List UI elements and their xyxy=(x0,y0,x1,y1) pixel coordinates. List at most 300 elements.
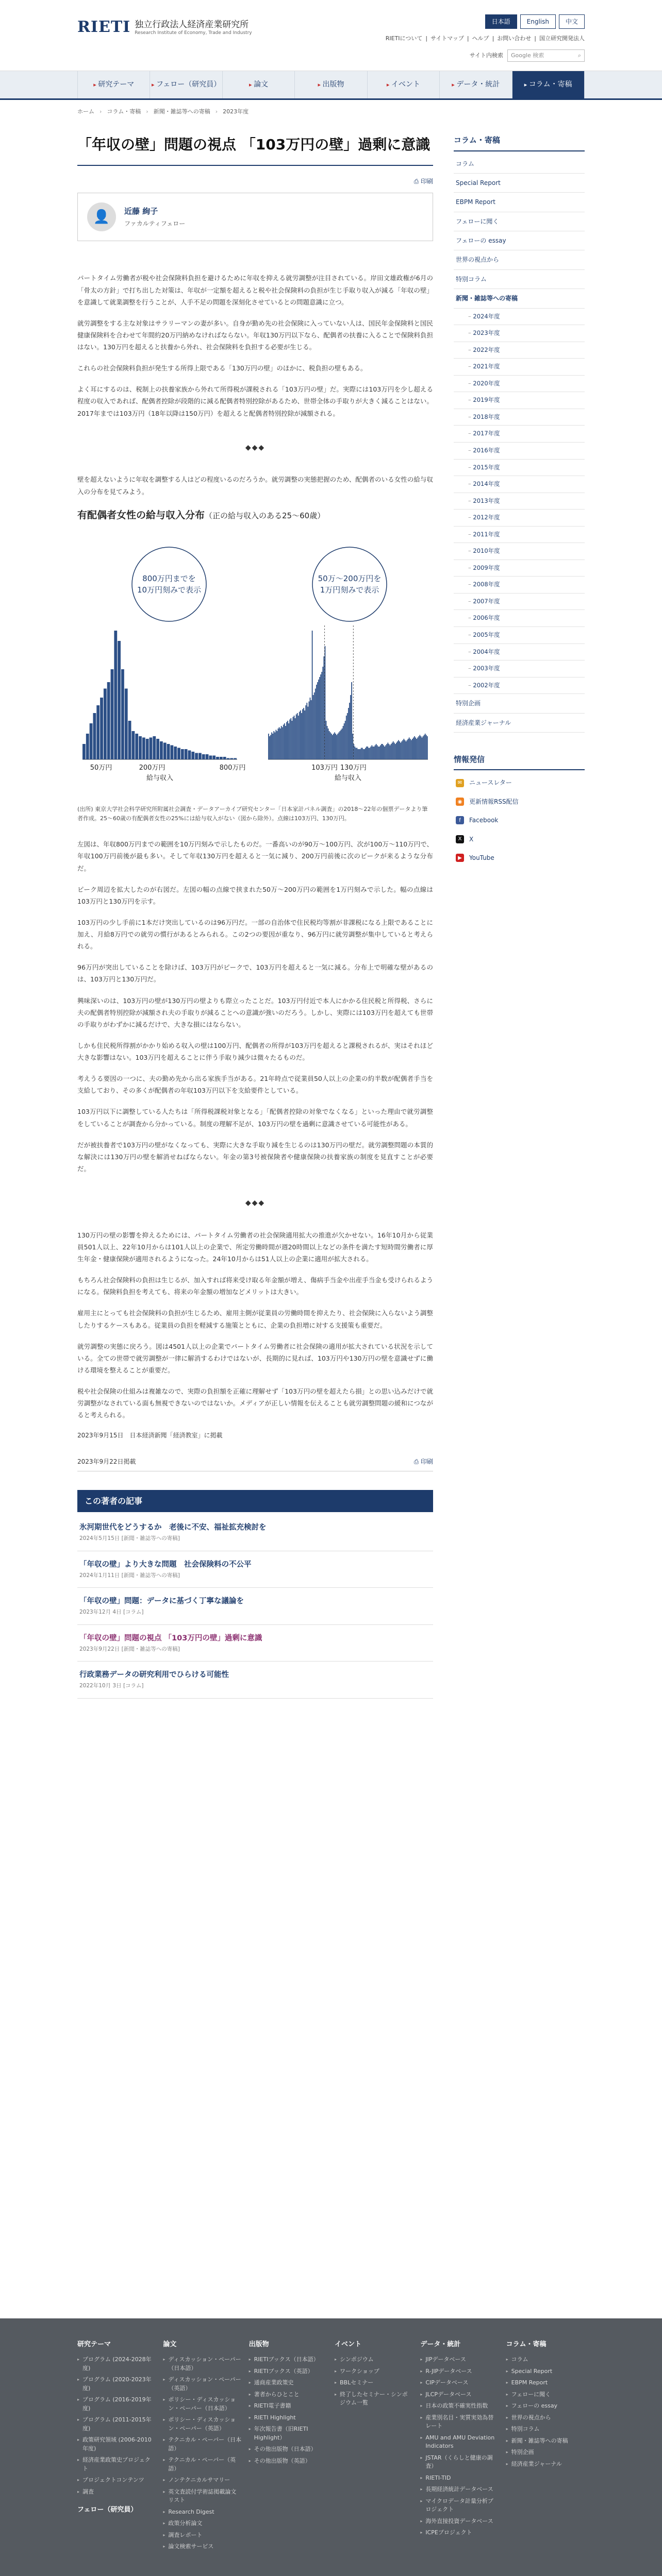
page-title: 「年収の壁」問題の視点 「103万円の壁」過剰に意識 xyxy=(77,134,433,166)
footer-link[interactable]: ▸ Research Digest xyxy=(163,2508,241,2517)
rss-icon: ◉ xyxy=(456,798,464,806)
sidebar-year-item[interactable]: – 2008年度 xyxy=(454,577,585,594)
left-bar xyxy=(150,737,153,759)
breadcrumb-home[interactable]: ホーム xyxy=(77,108,94,115)
left-bar xyxy=(185,749,188,759)
util-about[interactable]: RIETIについて xyxy=(385,35,423,42)
breadcrumb-contrib[interactable]: 新聞・雑誌等への寄稿 xyxy=(153,108,210,115)
right-bar xyxy=(355,748,356,759)
footer-link[interactable]: ▸ 調査レポート xyxy=(163,2531,241,2540)
sidebar-year-item[interactable]: – 2016年度 xyxy=(454,443,585,460)
global-nav xyxy=(0,71,662,100)
related-title[interactable]: 「年収の壁」問題：データに基づく丁寧な議論を xyxy=(79,1597,244,1606)
left-bar xyxy=(118,641,121,759)
related-title[interactable]: 「年収の壁」より大きな問題 社会保険料の不公平 xyxy=(79,1560,252,1569)
search-label: サイト内検索 xyxy=(469,52,503,59)
footer-link[interactable]: ▸ ワークショップ xyxy=(335,2367,413,2376)
footer-link[interactable]: ▸ 世界の視点から xyxy=(506,2414,585,2422)
list-item[interactable] xyxy=(77,1551,433,1588)
related-heading: この著者の記事 xyxy=(77,1490,433,1512)
footer-column-heading[interactable]: データ・統計 xyxy=(420,2341,461,2348)
right-bar xyxy=(382,744,383,759)
right-bar xyxy=(272,734,273,759)
sidebar-year-item[interactable]: – 2009年度 xyxy=(454,560,585,577)
right-bar xyxy=(295,718,296,759)
left-bar xyxy=(125,688,128,759)
right-bar xyxy=(341,730,342,759)
sidebar-year-item[interactable]: – 2017年度 xyxy=(454,426,585,443)
sidebar-item[interactable]: 世界の視点から xyxy=(454,250,585,269)
info-item[interactable] xyxy=(454,849,585,867)
lang-zh[interactable]: 中文 xyxy=(559,14,585,29)
right-bar xyxy=(274,732,275,759)
footer-link[interactable]: ▸ RIETIブックス（英語） xyxy=(249,2367,327,2376)
info-item[interactable] xyxy=(454,830,585,849)
sidebar-year-item[interactable]: – 2004年度 xyxy=(454,644,585,661)
paragraph: 考えうる要因の一つに、夫の勤め先から出る家族手当がある。21年時点で従業員50人以上の企業の約半数が配偶者手当を支給しており、その多くが配偶者の年収103万円以下を支給要件としている。 xyxy=(77,1075,433,1095)
right-bar xyxy=(359,749,360,759)
sidebar-year-item[interactable]: – 2011年度 xyxy=(454,527,585,544)
footer-link[interactable]: ▸ プログラム (2020-2023年度) xyxy=(77,2376,156,2393)
right-bar xyxy=(405,740,406,759)
right-bar xyxy=(326,721,327,759)
right-bar xyxy=(302,709,303,759)
footer-link[interactable]: ▸ RIETI電子書籍 xyxy=(249,2402,327,2411)
published-date-row xyxy=(77,1456,433,1471)
right-bar xyxy=(416,739,417,759)
left-bar xyxy=(114,631,117,759)
left-tick-label: 50万円 xyxy=(90,764,112,772)
footer-link[interactable]: ▸ ディスカッション・ペーパー（英語） xyxy=(163,2376,241,2393)
sidebar-year-item[interactable]: – 2010年度 xyxy=(454,543,585,560)
footer-column-heading[interactable]: 研究テーマ xyxy=(77,2341,111,2348)
left-bar xyxy=(135,734,138,759)
right-bar xyxy=(306,703,307,759)
footer-link[interactable]: ▸ 調査 xyxy=(77,2488,156,2497)
right-bar xyxy=(288,723,289,759)
footer-link[interactable]: ▸ コラム xyxy=(506,2355,585,2364)
right-bar xyxy=(285,726,286,759)
related-title[interactable]: 氷河期世代をどうするか 老後に不安、福祉拡充検討を xyxy=(79,1523,267,1532)
left-bar xyxy=(230,758,233,759)
footer-link[interactable]: ▸ 経済産業ジャーナル xyxy=(506,2460,585,2469)
right-bar xyxy=(365,748,366,759)
sidebar-list xyxy=(454,155,585,733)
paragraph: 就労調整の実態に戻ろう。図は4501人以上の企業でパートタイム労働者に社会保険の適用が拡大されている状況を示している。全ての世帯で就労調整が一律に解消するわけではないが、長期的に見れば、103万円や130万円の壁を意識せずに働ける環境を整えることが重要だ。 xyxy=(77,1342,433,1374)
right-bar xyxy=(361,748,362,759)
right-bar xyxy=(347,713,348,759)
paragraph: だが被扶養者で103万円の壁がなくなっても、実際に大きな手取り減を生じるのは130万円の壁だ。就労調整問題の本質的な解決には130万円の壁を解消せねばならない。年金の第3号被保険者や健康保険の扶養家族の制度を見直すことが必要だ。 xyxy=(77,1141,433,1173)
sidebar-item[interactable]: EBPM Report xyxy=(454,193,585,212)
nav-data[interactable]: ▸ データ・統計 xyxy=(440,71,512,98)
right-bar xyxy=(278,728,279,759)
left-bar xyxy=(128,721,131,759)
sidebar-year-item[interactable]: – 2022年度 xyxy=(454,342,585,359)
footer-link[interactable]: ▸ プログラム (2024-2028年度) xyxy=(77,2355,156,2372)
facebook-icon: f xyxy=(456,816,464,824)
footer-link[interactable]: ▸ 特別企画 xyxy=(506,2448,585,2457)
source-line: 2023年9月15日 日本経済新聞「経済教室」に掲載 xyxy=(77,1432,223,1439)
left-bar xyxy=(139,736,142,759)
nav-events[interactable]: ▸ イベント xyxy=(368,71,440,98)
footer-link[interactable]: ▸ マイクロデータ計量分析プロジェクト xyxy=(420,2497,499,2514)
left-bar xyxy=(111,669,114,759)
sidebar-year-item[interactable]: – 2018年度 xyxy=(454,409,585,426)
util-national[interactable]: 国立研究開発法人 xyxy=(539,35,585,42)
footer-link[interactable]: ▸ 日本の政策不確実性指数 xyxy=(420,2402,499,2411)
search-placeholder: Google 検索 xyxy=(511,52,544,59)
right-bar xyxy=(373,747,374,759)
util-help[interactable]: ヘルプ xyxy=(472,35,489,42)
footer-link[interactable]: ▸ 経済産業政策史プロジェクト xyxy=(77,2456,156,2473)
footer-link[interactable]: ▸ CIPデータベース xyxy=(420,2379,499,2387)
footer-link[interactable]: ▸ ICPEプロジェクト xyxy=(420,2529,499,2537)
footer-column xyxy=(249,2339,327,2554)
footer-link[interactable]: ▸ 著者からひとこと xyxy=(249,2391,327,2399)
right-bar xyxy=(299,711,300,759)
paragraph: よく耳にするのは、税制上の扶養家族から外れて所得税が課税される「103万円の壁」だ。実際には103万円を少し超える程度の収入であれば、配偶者控除が段階的に減る配偶者特別控除があるため、世帯全体の手取りが大きく減ることはない。2017年までは103万円（18年以降は150万円）を超えると配偶者特別控除が減額される。 xyxy=(77,385,433,417)
left-bar xyxy=(90,723,93,759)
left-tick-label: 800万円 xyxy=(219,764,246,772)
footer-link[interactable]: ▸ 終了したセミナー・シンポジウム一覧 xyxy=(335,2391,413,2408)
footer-link[interactable]: ▸ JSTAR（くらしと健康の調査） xyxy=(420,2454,499,2471)
right-bar xyxy=(375,745,376,759)
left-bar xyxy=(227,758,230,759)
footer-link[interactable]: ▸ 新聞・雑誌等への寄稿 xyxy=(506,2437,585,2446)
left-chart xyxy=(82,631,245,782)
right-bar xyxy=(400,742,401,759)
info-label: ニュースレター xyxy=(469,779,512,787)
right-bar xyxy=(331,734,332,759)
right-bar xyxy=(401,741,402,759)
footer-link[interactable]: ▸ RIETIブックス（日本語） xyxy=(249,2355,327,2364)
footer-link[interactable]: ▸ プロジェクトコンテンツ xyxy=(77,2476,156,2485)
related-meta: 2024年1月11日 [新聞・雑誌等への寄稿] xyxy=(79,1572,180,1579)
footer-column-heading[interactable]: コラム・寄稿 xyxy=(506,2341,547,2348)
left-bar xyxy=(86,734,89,759)
right-bar xyxy=(378,747,379,759)
right-bar xyxy=(377,745,378,759)
right-bar xyxy=(312,631,313,759)
left-callout xyxy=(132,547,206,621)
right-bar xyxy=(329,731,330,759)
right-bar xyxy=(304,710,305,759)
right-bar xyxy=(412,739,413,759)
list-item[interactable] xyxy=(77,1514,433,1551)
paragraph: 税や社会保険の仕組みは複雑なので、実際の負担額を正確に理解せず「103万円の壁を超えたら損」との思い込みだけで就労調整がなされている面も無視できないのではないか。メディアが正しい情報を伝えることも就労調整問題の緩和につながると考えられる。 xyxy=(77,1387,433,1419)
sidebar-item[interactable]: フェローに聞く xyxy=(454,212,585,231)
right-bar xyxy=(321,672,322,759)
sidebar-year-item[interactable]: – 2020年度 xyxy=(454,376,585,393)
footer-link[interactable]: ▸ 長期経済統計データベース xyxy=(420,2485,499,2494)
info-item[interactable] xyxy=(454,792,585,811)
footer-link[interactable]: ▸ その他出版物（日本語） xyxy=(249,2445,327,2454)
paragraph: ピーク周辺を拡大したのが右図だ。左図の幅の点線で挟まれた50万〜200万円の範囲を1万円刻みで示した。幅の点線は103万円と130万円を示す。 xyxy=(77,885,433,905)
right-bar xyxy=(275,730,276,759)
right-bar xyxy=(293,717,294,759)
right-bar xyxy=(332,735,333,759)
nav-columns[interactable]: ▸ コラム・寄稿 xyxy=(512,71,585,98)
lang-ja[interactable]: 日本語 xyxy=(485,14,517,29)
list-item[interactable] xyxy=(77,1625,433,1662)
right-tick-label: 130万円 xyxy=(340,764,367,772)
info-label: YouTube xyxy=(469,854,494,862)
right-bar xyxy=(392,742,393,759)
footer-link[interactable]: ▸ ノンテクニカルサマリー xyxy=(163,2476,241,2485)
footer-link[interactable]: ▸ 産業別名目・実質実効為替レート xyxy=(420,2414,499,2431)
right-bar xyxy=(270,735,271,759)
income-chart-svg xyxy=(77,528,433,795)
left-bar xyxy=(142,737,145,759)
footer-link[interactable]: ▸ 特別コラム xyxy=(506,2425,585,2434)
left-bar xyxy=(107,682,110,759)
info-item[interactable] xyxy=(454,811,585,829)
right-bar xyxy=(397,741,398,759)
right-bar xyxy=(286,722,287,759)
footer-link[interactable]: ▸ ディスカッション・ペーパー（日本語） xyxy=(163,2355,241,2372)
logo-org-en: Research Institute of Economy, Trade and Industry xyxy=(135,30,252,36)
right-bar xyxy=(413,737,414,759)
right-bar xyxy=(352,734,353,759)
right-bar xyxy=(300,710,301,759)
footer-link[interactable]: ▸ AMU and AMU Deviation Indicators xyxy=(420,2434,499,2451)
left-bar xyxy=(96,705,100,759)
right-bar xyxy=(307,706,308,759)
right-bar xyxy=(339,731,340,759)
footer-link[interactable]: ▸ フェローに聞く xyxy=(506,2391,585,2399)
util-sitemap[interactable]: サイトマップ xyxy=(431,35,464,42)
right-bar xyxy=(338,732,339,759)
print-link-bottom[interactable]: ⎙ 印刷 xyxy=(413,1458,433,1465)
footer-link[interactable]: ▸ テクニカル・ペーパー（英語） xyxy=(163,2456,241,2473)
list-item[interactable] xyxy=(77,1588,433,1624)
sidebar-year-item[interactable]: – 2023年度 xyxy=(454,325,585,342)
footer-column xyxy=(420,2339,499,2554)
sidebar-year-item[interactable]: – 2014年度 xyxy=(454,476,585,493)
info-list xyxy=(454,773,585,867)
sidebar-year-item[interactable]: – 2002年度 xyxy=(454,677,585,694)
right-bar xyxy=(310,698,311,759)
sidebar-item[interactable]: コラム xyxy=(454,155,585,174)
right-bar xyxy=(281,726,282,759)
sidebar-item[interactable]: 経済産業ジャーナル xyxy=(454,714,585,733)
main-content xyxy=(77,134,433,1699)
sidebar-year-item[interactable]: – 2019年度 xyxy=(454,392,585,409)
related-meta: 2023年12月 4日 [コラム] xyxy=(79,1609,144,1616)
right-bar xyxy=(323,656,324,759)
footer-columns xyxy=(77,2339,585,2554)
footer-column-heading[interactable]: 出版物 xyxy=(249,2341,269,2348)
sidebar-item[interactable]: 特別コラム xyxy=(454,270,585,289)
right-bar xyxy=(280,728,281,759)
paragraph: 左図は、年収800万円までの範囲を10万円刻みで示したものだ。一番高いのが90万〜100万円、次が100万〜110万円で、年収100万円前後が最も多い。そして年収130万円を超えると一気に減り、200万円前後に次のピークが来るような分布だ。 xyxy=(77,840,433,872)
footer-link[interactable]: ▸ RIETI-TID xyxy=(420,2474,499,2483)
footer-link[interactable]: ▸ JLCPデータベース xyxy=(420,2391,499,2399)
sidebar-item[interactable]: 特別企画 xyxy=(454,694,585,713)
search-input[interactable] xyxy=(507,49,585,62)
left-bar xyxy=(156,739,159,759)
section-divider: ◆◆◆ xyxy=(245,1199,266,1208)
info-item[interactable] xyxy=(454,773,585,792)
right-bar xyxy=(316,685,317,759)
right-bar xyxy=(407,740,408,759)
sidebar-item[interactable]: フェローの essay xyxy=(454,231,585,250)
right-bar xyxy=(283,724,284,759)
right-bar xyxy=(277,731,278,759)
related-title[interactable]: 「年収の壁」問題の視点 「103万円の壁」過剰に意識 xyxy=(79,1634,262,1642)
section-divider: ◆◆◆ xyxy=(245,443,266,452)
right-bar xyxy=(337,734,338,759)
right-chart xyxy=(268,625,428,782)
right-bar xyxy=(421,736,422,759)
left-tick-label: 200万円 xyxy=(139,764,166,772)
footer-link[interactable]: ▸ 論文検索サービス xyxy=(163,2543,241,2551)
right-bar xyxy=(370,747,371,759)
breadcrumb-year: 2023年度 xyxy=(223,108,249,115)
util-contact[interactable]: お問い合わせ xyxy=(497,35,532,42)
right-bar xyxy=(398,740,399,759)
right-bar xyxy=(313,695,314,759)
sidebar-year-item[interactable]: – 2015年度 xyxy=(454,460,585,477)
right-bar xyxy=(406,741,407,759)
figure-caption: (出所) 東京大学社会科学研究所附属社会調査・データアーカイブ研究センター「日本家計パネル調査」の2018〜22年の個票データより筆者作成。25〜60歳の有配偶者女性の25%には給与収入がない（図から除外）。点線は103万円、130万円。 xyxy=(77,806,428,822)
right-bar xyxy=(346,716,347,759)
right-bar xyxy=(369,748,370,759)
footer-column-heading[interactable]: 論文 xyxy=(163,2341,177,2348)
footer-link[interactable]: ▸ BBLセミナー xyxy=(335,2379,413,2387)
author-name[interactable]: 近藤 絢子 xyxy=(124,207,158,216)
nav-papers[interactable]: ▸ 論文 xyxy=(223,71,295,98)
related-title[interactable]: 行政業務データの研究利用でひらける可能性 xyxy=(79,1671,229,1680)
related-meta: 2024年5月15日 [新聞・雑誌等への寄稿] xyxy=(79,1535,180,1542)
left-bar xyxy=(202,754,205,759)
left-callout-text-1: 800万円までを xyxy=(142,573,196,583)
right-bar xyxy=(418,736,419,759)
info-label: Facebook xyxy=(469,817,499,824)
right-bar xyxy=(358,749,359,759)
search-icon[interactable]: ⌕ xyxy=(577,52,581,59)
footer-link[interactable]: ▸ プログラム (2016-2019年度) xyxy=(77,2396,156,2413)
sidebar-year-item[interactable]: – 2012年度 xyxy=(454,510,585,527)
left-bar xyxy=(170,745,173,759)
right-tick-label: 103万円 xyxy=(311,764,338,772)
right-bar xyxy=(419,735,420,759)
right-bar xyxy=(399,741,400,759)
left-bar xyxy=(167,744,170,759)
footer-link[interactable]: ▸ R-JIPデータベース xyxy=(420,2367,499,2376)
right-bar xyxy=(320,674,321,759)
footer-link[interactable]: ▸ Special Report xyxy=(506,2367,585,2376)
right-bar xyxy=(319,677,320,759)
right-bar xyxy=(368,748,369,759)
right-bar xyxy=(314,692,315,759)
sidebar-year-item[interactable]: – 2024年度 xyxy=(454,309,585,326)
paragraph: 就労調整をする主な対象はサラリーマンの妻が多い。自身が勤め先の社会保険に入っていない人は、国民年金保険料と国民健康保険料を合わせて年間約20万円納めなければならない。年収130万円以下なら、配偶者の扶養に入ることで保険料負担はない。130万円を超えると扶養から外れ、社会保険料を負担する必要が生じる。 xyxy=(77,319,433,351)
-icon: ✉ xyxy=(456,779,464,787)
right-bar xyxy=(381,744,382,759)
sidebar-year-item[interactable]: – 2021年度 xyxy=(454,359,585,376)
right-bar xyxy=(298,716,299,759)
breadcrumb-columns[interactable]: コラム・寄稿 xyxy=(107,108,141,115)
right-bar xyxy=(349,703,350,759)
left-bar xyxy=(195,753,198,759)
related-meta: 2022年10月 3日 [コラム] xyxy=(79,1682,144,1689)
left-bar xyxy=(216,757,219,759)
left-bar xyxy=(206,754,209,759)
right-bar xyxy=(279,727,280,759)
logo-mark: RIETI xyxy=(77,18,131,36)
sidebar-year-item[interactable]: – 2006年度 xyxy=(454,610,585,627)
right-bar xyxy=(327,726,328,759)
footer-link[interactable]: ▸ シンポジウム xyxy=(335,2355,413,2364)
footer-link[interactable]: ▸ 英文査読付学術誌掲載論文リスト xyxy=(163,2488,241,2505)
nav-research[interactable]: ▸ 研究テーマ xyxy=(77,71,150,98)
lang-en[interactable]: English xyxy=(520,14,556,29)
footer-link[interactable]: ▸ その他出版物（英語） xyxy=(249,2457,327,2466)
footer-link[interactable]: ▸ JIPデータベース xyxy=(420,2355,499,2364)
right-bar xyxy=(424,735,425,759)
right-bar xyxy=(344,723,345,759)
left-bar xyxy=(82,744,86,759)
right-bar xyxy=(427,736,428,759)
footer-column-heading[interactable]: イベント xyxy=(334,2341,361,2348)
footer-link[interactable]: ▸ RIETI Highlight xyxy=(249,2414,327,2422)
footer-fellow-heading[interactable]: フェロー（研究員） xyxy=(77,2506,138,2514)
footer-link[interactable]: ▸ 政策研究領域 (2006-2010年度) xyxy=(77,2436,156,2453)
article-body xyxy=(77,272,433,1471)
right-bar xyxy=(414,736,415,759)
print-link[interactable]: ⎙ 印刷 xyxy=(413,178,433,185)
right-bar xyxy=(351,682,352,759)
right-bar xyxy=(345,721,346,759)
nav-publications[interactable]: ▸ 出版物 xyxy=(295,71,367,98)
left-bar xyxy=(163,742,167,759)
right-callout-text-2: 1万円刻みで表示 xyxy=(320,585,379,595)
right-bar xyxy=(402,740,403,759)
right-bar xyxy=(348,708,349,759)
footer-link[interactable]: ▸ EBPM Report xyxy=(506,2379,585,2387)
right-bar xyxy=(284,723,285,759)
right-bar xyxy=(322,667,323,759)
right-bar xyxy=(395,744,396,759)
sidebar-year-item[interactable]: – 2007年度 xyxy=(454,594,585,611)
sidebar-year-item[interactable]: – 2013年度 xyxy=(454,493,585,510)
footer-link[interactable]: ▸ フェローの essay xyxy=(506,2402,585,2411)
footer-link[interactable]: ▸ ポリシー・ディスカッション・ペーパー（英語） xyxy=(163,2416,241,2433)
footer-link[interactable]: ▸ 政策分析論文 xyxy=(163,2519,241,2528)
footer-link[interactable]: ▸ 年次報告書（旧RIETI Highlight） xyxy=(249,2425,327,2442)
sidebar-item[interactable]: Special Report xyxy=(454,174,585,193)
right-xlabel: 給与収入 xyxy=(334,774,362,782)
footer-link[interactable]: ▸ テクニカル・ペーパー（日本語） xyxy=(163,2436,241,2453)
right-bar xyxy=(422,737,423,759)
paragraph: これらの社会保険料負担が発生する所得上限である「130万円の壁」のほかに、税負担の壁もある。 xyxy=(77,364,367,372)
sidebar-item[interactable]: 新聞・雑誌等への寄稿 xyxy=(454,289,585,308)
sidebar-year-item[interactable]: – 2005年度 xyxy=(454,627,585,644)
right-bar xyxy=(371,745,372,759)
right-bar xyxy=(367,747,368,759)
footer-column xyxy=(335,2339,413,2554)
footer-link[interactable]: ▸ 通商産業政策史 xyxy=(249,2379,327,2387)
right-bar xyxy=(362,748,363,759)
nav-fellows[interactable]: ▸ フェロー（研究員） xyxy=(150,71,222,98)
list-item[interactable] xyxy=(77,1662,433,1698)
footer-link[interactable]: ▸ プログラム (2011-2015年度) xyxy=(77,2416,156,2433)
sidebar-year-item[interactable]: – 2003年度 xyxy=(454,660,585,677)
site-logo[interactable] xyxy=(77,20,252,37)
footer-link[interactable]: ▸ 海外直接投資データベース xyxy=(420,2517,499,2526)
footer-link[interactable]: ▸ ポリシー・ディスカッション・ペーパー（日本語） xyxy=(163,2396,241,2413)
